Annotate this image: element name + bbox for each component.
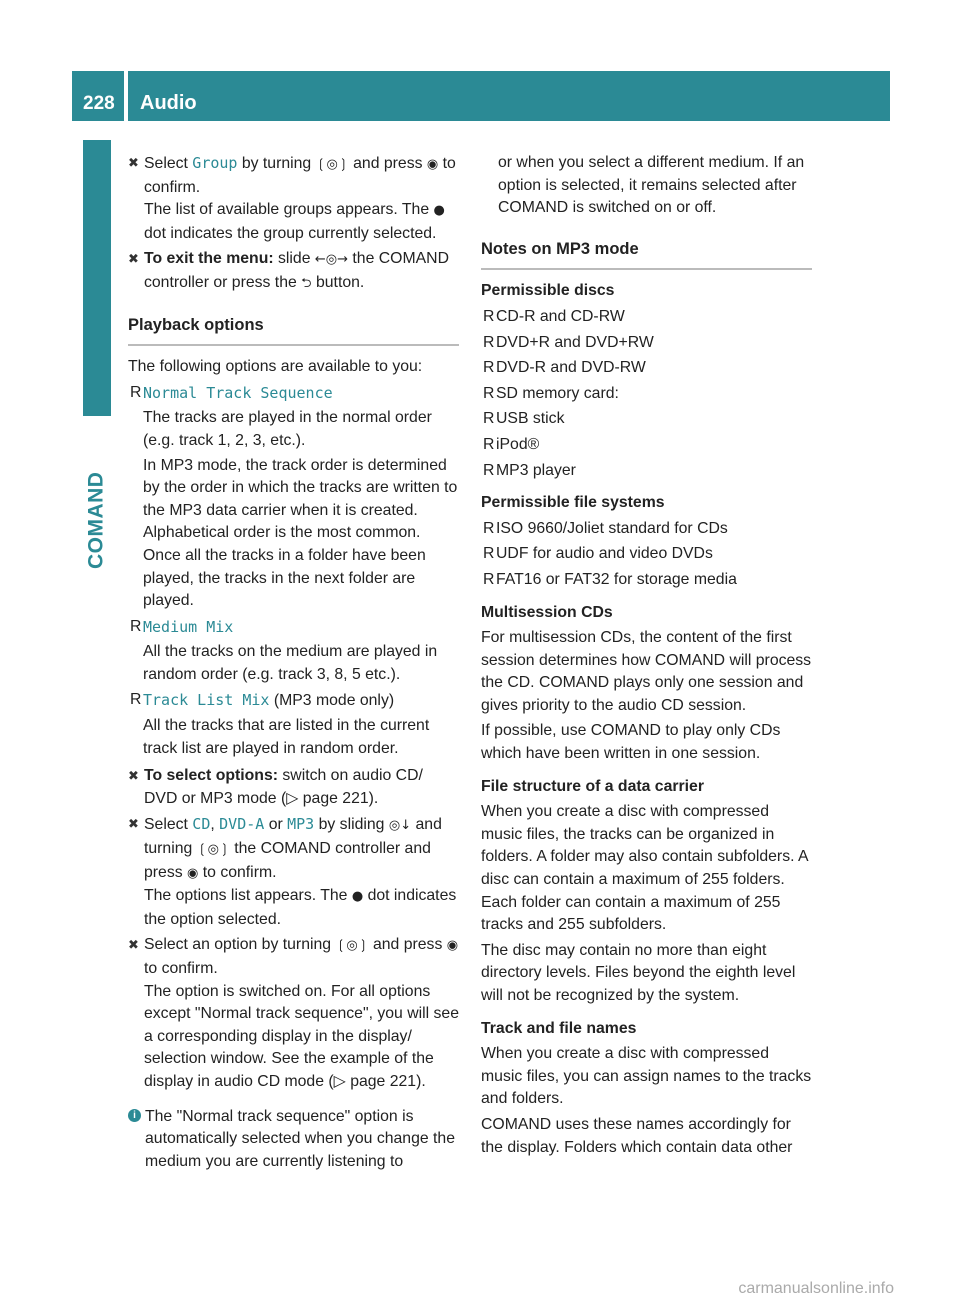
track-names-text: COMAND uses these names accordingly for the display. Folders which contain data other: [481, 1115, 793, 1156]
step-text: switch on audio CD/ DVD or MP3 mode (▷ page 221).: [144, 767, 423, 807]
step-result: [144, 885, 459, 931]
step-text: to confirm.: [144, 960, 218, 977]
file-structure-title: File structure of a data carrier: [481, 777, 704, 795]
step-text: button.: [315, 273, 365, 291]
step-text: the COMAND controller or press the: [144, 250, 449, 291]
section-title: Audio: [140, 92, 197, 114]
right-column: [481, 152, 812, 1159]
press-controller-icon: ◉: [446, 938, 459, 954]
list-item-text: iPod®: [496, 435, 540, 453]
step-select-option: [128, 934, 459, 1093]
option-medium-mix: [128, 616, 459, 687]
result-text: The options list appears. The: [144, 887, 348, 905]
list-item: [481, 518, 812, 541]
highlight-cd: CD: [192, 815, 211, 834]
file-structure-text: The disc may contain no more than eight directory levels. Files beyond the eighth level will not be recognized by the system.: [481, 941, 796, 1004]
step-text: to confirm.: [202, 863, 277, 881]
step-text: the COMAND controller and press: [144, 840, 431, 881]
list-item-text: DVD+R and DVD+RW: [496, 333, 654, 351]
step-text: by turning: [241, 155, 312, 172]
list-item-text: USB stick: [496, 410, 565, 428]
list-item-text: DVD-R and DVD-RW: [496, 359, 646, 377]
option-desc: The tracks are played in the normal order (e.g. track 1, 2, 3, etc.).: [143, 409, 432, 449]
option-desc: All the tracks on the medium are played in random order (e.g. track 3, 8, 5 etc.).: [143, 643, 438, 683]
side-tab-label: [83, 430, 111, 610]
step-arrow-icon: ✖: [128, 155, 139, 170]
side-tab-text: COMAND: [84, 471, 108, 569]
track-names-text: When you create a disc with compressed music files, you can assign names to the tracks and folders.: [481, 1045, 812, 1108]
heading-mp3-notes: Notes on MP3 mode: [481, 238, 812, 271]
list-item: [481, 357, 812, 380]
step-select-media: [128, 813, 459, 931]
watermark: carmanualsonline.info: [738, 1280, 894, 1297]
bullet-marker: R: [483, 307, 495, 325]
list-item: [481, 306, 812, 329]
bullet-marker: R: [483, 384, 495, 402]
list-item: [481, 332, 812, 355]
dot-icon: ●: [351, 889, 364, 905]
result-text: dot indicates the group currently selected.: [144, 224, 437, 242]
dot-icon: ●: [433, 203, 445, 219]
step-text: Select: [144, 816, 188, 834]
bullet-marker: R: [483, 333, 495, 351]
list-item-text: ISO 9660/Joliet standard for CDs: [496, 519, 728, 537]
step-result: The option is switched on. For all options except "Normal track sequence", you will see a corresponding display in the display/ selection window. See the example of the display in audio CD mode (▷ page 221).: [144, 982, 460, 1090]
back-button-icon: ⮌: [301, 275, 312, 291]
bullet-marker: R: [483, 461, 495, 479]
file-systems-title: Permissible file systems: [481, 494, 665, 512]
list-item-text: CD-R and CD-RW: [496, 307, 625, 325]
turn-controller-icon: ❲◎❳: [335, 938, 369, 954]
page-number: 228: [83, 93, 115, 114]
step-text: Select an option by turning: [144, 936, 332, 954]
result-text: dot indicates the option selected.: [144, 887, 457, 928]
option-name: Track List Mix: [143, 691, 270, 710]
step-arrow-icon: ✖: [128, 816, 139, 832]
track-names-title: Track and file names: [481, 1019, 637, 1037]
list-item: [481, 460, 812, 483]
list-item: [481, 383, 812, 406]
press-controller-icon: ◉: [187, 865, 199, 881]
turn-controller-icon: ❲◎❳: [196, 842, 230, 858]
bullet-marker: R: [483, 545, 495, 563]
list-item: [481, 408, 812, 431]
option-track-list-mix: [128, 689, 459, 760]
header-divider: [124, 71, 128, 121]
highlight-mp3: MP3: [287, 815, 315, 834]
permissible-discs-title: Permissible discs: [481, 282, 615, 300]
left-column: [128, 152, 459, 1173]
step-text: and press: [353, 155, 423, 172]
file-structure-text: When you create a disc with compressed music files, the tracks can be organized in folders. A folder may also contain subfolders. A disc can contain a maximum of 255 folders. Each folder can contain a maximum of 255 tracks and 255 subfolders.: [481, 803, 808, 934]
highlight-dvd-a: DVD-A: [219, 815, 265, 834]
option-desc: In MP3 mode, the track order is determined by the order in which the tracks are written to the MP3 data carrier when it is created. Alphabetical order is the most common. Once all the tracks in a folder have been played, the tracks in the next folder are played.: [143, 456, 458, 610]
press-controller-icon: ◉: [426, 157, 439, 172]
info-note: [128, 1106, 459, 1174]
permissible-discs-list: [481, 306, 812, 482]
step-select-group: [128, 152, 459, 245]
list-item-text: SD memory card:: [496, 384, 619, 402]
bullet-marker: R: [130, 691, 142, 709]
file-systems-list: [481, 518, 812, 592]
side-tab: [83, 140, 111, 416]
turn-controller-icon: ❲◎❳: [315, 157, 349, 172]
step-text: and turning: [144, 816, 442, 858]
step-text: by sliding: [318, 816, 385, 834]
step-arrow-icon: ✖: [128, 937, 139, 953]
heading-playback-options: Playback options: [128, 314, 459, 347]
bullet-marker: R: [483, 435, 495, 453]
step-result: [144, 199, 459, 245]
option-desc: All the tracks that are listed in the current track list are played in random order.: [143, 717, 430, 757]
list-item-text: MP3 player: [496, 461, 576, 479]
info-icon: i: [128, 1109, 141, 1122]
slide-controller-icon: ←◎→: [314, 252, 349, 268]
step-exit-menu: [128, 248, 459, 295]
bullet-marker: R: [483, 519, 495, 537]
option-name: Normal Track Sequence: [143, 383, 333, 402]
bullet-marker: R: [483, 410, 495, 428]
list-item: [481, 543, 812, 566]
bullet-marker: R: [483, 570, 495, 588]
result-text: The list of available groups appears. The: [144, 201, 430, 219]
list-item: [481, 569, 812, 592]
multisession-text: For multisession CDs, the content of the first session determines how COMAND will process the CD. COMAND plays only one session and gives priority to the audio CD session.: [481, 629, 812, 714]
step-text: ,: [210, 816, 215, 834]
multisession-text: If possible, use COMAND to play only CDs which have been written in one session.: [481, 722, 781, 763]
note-continued: or when you select a different medium. If an option is selected, it remains selected after COMAND is switched on or off.: [498, 154, 805, 217]
bullet-marker: R: [130, 383, 142, 401]
step-text: slide: [278, 250, 311, 268]
list-item-text: UDF for audio and video DVDs: [496, 545, 713, 563]
option-suffix: (MP3 mode only): [273, 692, 395, 710]
multisession-title: Multisession CDs: [481, 603, 613, 621]
note-text: The "Normal track sequence" option is automatically selected when you change the medium you are currently listening to: [145, 1107, 455, 1170]
step-text: and press: [372, 936, 443, 954]
option-normal-track-sequence: [128, 382, 459, 613]
step-select-options: [128, 765, 459, 810]
step-text: or: [268, 816, 283, 834]
step-text: to confirm.: [144, 155, 456, 196]
step-lead: To select options:: [144, 767, 278, 785]
intro-text: The following options are available to you:: [128, 358, 423, 376]
bullet-marker: R: [483, 359, 495, 377]
list-item-text: FAT16 or FAT32 for storage media: [496, 570, 737, 588]
step-arrow-icon: ✖: [128, 768, 139, 784]
highlight-group: Group: [192, 154, 238, 172]
bullet-marker: R: [130, 617, 142, 635]
step-arrow-icon: ✖: [128, 251, 139, 267]
step-text: Select: [144, 155, 188, 172]
slide-down-icon: ◎↓: [388, 818, 412, 834]
option-name: Medium Mix: [143, 617, 234, 636]
step-lead: To exit the menu:: [144, 250, 274, 268]
list-item: [481, 434, 812, 457]
